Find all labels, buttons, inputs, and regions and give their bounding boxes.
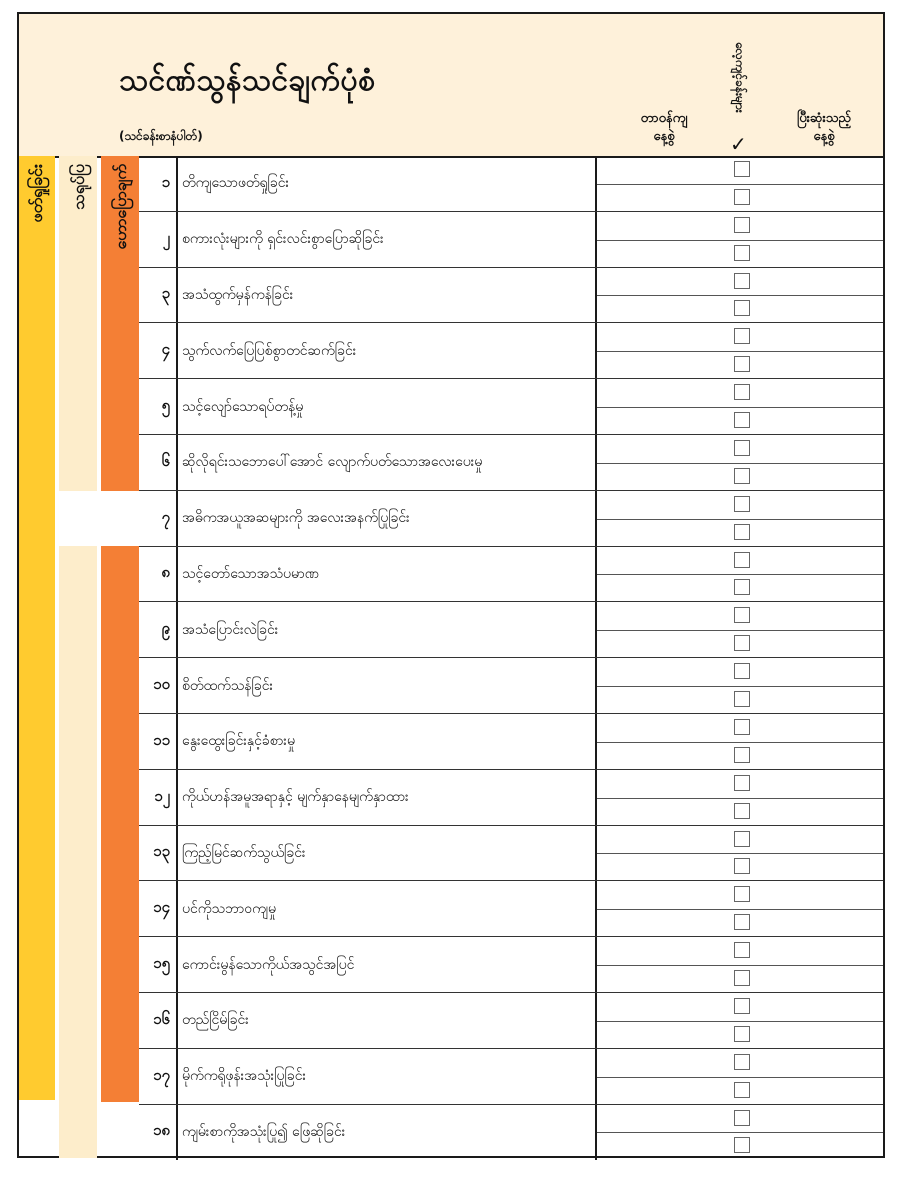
column-completed-date-line2: နေ့စွဲ	[813, 129, 835, 144]
row-half-divider	[597, 853, 883, 854]
exercise-checkbox[interactable]	[734, 245, 750, 261]
exercise-checkbox[interactable]	[734, 356, 750, 372]
criteria-text: နွေးထွေးခြင်းနှင့်ခံစားမှု	[176, 714, 597, 770]
criteria-number: ၁၁	[153, 730, 170, 749]
exercise-checkbox[interactable]	[734, 998, 750, 1014]
criteria-row	[19, 379, 883, 435]
row-half-divider	[597, 742, 883, 743]
criteria-number: ၁၆	[153, 1009, 170, 1028]
criteria-row	[19, 1049, 883, 1105]
row-half-divider	[597, 240, 883, 241]
exercise-checkbox[interactable]	[734, 775, 750, 791]
criteria-text: တည်ငြိမ်ခြင်း	[176, 993, 597, 1049]
criteria-text: စိတ်ထက်သန်ခြင်း	[176, 658, 597, 714]
criteria-row	[19, 602, 883, 658]
exercise-checkbox[interactable]	[734, 579, 750, 595]
criteria-row	[19, 491, 883, 547]
row-half-divider	[597, 463, 883, 464]
exercise-checkbox[interactable]	[734, 189, 750, 205]
exercise-checkbox[interactable]	[734, 858, 750, 874]
form-title: သင်ဏ်သွန်သင်ချက်ပုံစံ	[119, 63, 376, 98]
criteria-row	[19, 993, 883, 1049]
exercise-checkbox[interactable]	[734, 886, 750, 902]
criteria-text: အသံပြောင်းလဲခြင်း	[176, 602, 597, 658]
criteria-row	[19, 547, 883, 603]
criteria-text: တိကျသောဖတ်ရှုခြင်း	[176, 156, 597, 212]
criteria-text: ပင်ကိုသဘာဝကျမှု	[176, 881, 597, 937]
criteria-number: ၁၅	[153, 954, 170, 973]
criteria-number: ၃	[161, 284, 170, 303]
criteria-row	[19, 770, 883, 826]
exercise-checkbox[interactable]	[734, 217, 750, 233]
exercise-checkbox[interactable]	[734, 1082, 750, 1098]
criteria-row	[19, 268, 883, 324]
criteria-row	[19, 714, 883, 770]
exercise-checkbox[interactable]	[734, 607, 750, 623]
criteria-text: ကျမ်းစာကိုအသုံးပြု၍ ဖြေဆိုခြင်း	[176, 1105, 597, 1161]
exercise-checkbox[interactable]	[734, 914, 750, 930]
exercise-checkbox[interactable]	[734, 970, 750, 986]
exercise-checkbox[interactable]	[734, 803, 750, 819]
exercise-checkbox[interactable]	[734, 300, 750, 316]
exercise-checkbox[interactable]	[734, 496, 750, 512]
exercise-checkbox[interactable]	[734, 1137, 750, 1153]
criteria-number: ၁	[161, 172, 170, 191]
exercise-checkbox[interactable]	[734, 1054, 750, 1070]
criteria-text: အဓိကအယူအဆများကို အလေးအနက်ပြုခြင်း	[176, 491, 597, 547]
row-half-divider	[597, 1077, 883, 1078]
category-label-demonstration: သရုပ်ပြ	[69, 164, 88, 210]
criteria-text: ကောင်းမွန်သောကိုယ်အသွင်အပြင်	[176, 937, 597, 993]
criteria-number: ၁၀	[153, 675, 170, 694]
criteria-text: သင့်တော်သောအသံပမာဏ	[176, 547, 597, 603]
row-half-divider	[597, 519, 883, 520]
category-label-lecture: ဟောပြောချက်	[111, 164, 130, 250]
criteria-row	[19, 658, 883, 714]
criteria-text: သွက်လက်ပြေပြစ်စွာတင်ဆက်ခြင်း	[176, 323, 597, 379]
column-completed-date-line1: ပြီးဆုံးသည့်	[797, 111, 851, 126]
exercise-checkbox[interactable]	[734, 384, 750, 400]
column-completed-date	[779, 110, 869, 146]
row-half-divider	[597, 686, 883, 687]
criteria-text: ကိုယ်ဟန်အမူအရာနှင့် မျက်နှာနေမျက်နှာထား	[176, 770, 597, 826]
exercise-checkbox[interactable]	[734, 747, 750, 763]
row-half-divider	[597, 965, 883, 966]
exercise-checkbox[interactable]	[734, 440, 750, 456]
checkmark-icon: ✓	[730, 132, 747, 156]
criteria-number: ၆	[161, 451, 170, 470]
row-half-divider	[597, 1132, 883, 1133]
counsel-form	[17, 12, 885, 1158]
column-planned-date-line2: နေ့စွဲ	[653, 129, 675, 144]
criteria-row	[19, 937, 883, 993]
exercise-checkbox[interactable]	[734, 161, 750, 177]
criteria-number: ၉	[161, 619, 170, 638]
criteria-row	[19, 435, 883, 491]
exercise-checkbox[interactable]	[734, 663, 750, 679]
criteria-number: ၁၂	[154, 786, 170, 805]
criteria-row	[19, 156, 883, 212]
criteria-number: ၁၈	[152, 1121, 170, 1140]
exercise-checkbox[interactable]	[734, 1110, 750, 1126]
criteria-number: ၁၃	[153, 842, 170, 861]
criteria-row	[19, 212, 883, 268]
criteria-text: ကြည့်မြင်ဆက်သွယ်ခြင်း	[176, 826, 597, 882]
criteria-number: ၁၄	[153, 898, 170, 917]
row-half-divider	[597, 909, 883, 910]
criteria-number: ၇	[161, 507, 170, 526]
criteria-row	[19, 323, 883, 379]
criteria-text: ဆိုလိုရင်းသဘောပေါ်အောင် လျောက်ပတ်သောအလေးပေးမှု	[176, 435, 597, 491]
row-half-divider	[597, 351, 883, 352]
exercise-checkbox[interactable]	[734, 273, 750, 289]
criteria-row	[19, 881, 883, 937]
form-header	[19, 14, 883, 158]
column-planned-date-line1: တာဝန်ကျ	[640, 111, 688, 126]
column-exercises-label: လေ့ကျင့်ခန်းများ	[733, 41, 747, 113]
exercise-checkbox[interactable]	[734, 942, 750, 958]
column-planned-date	[619, 110, 709, 146]
exercise-checkbox[interactable]	[734, 412, 750, 428]
lesson-number-label: (သင်ခန်းစာနံပါတ်)	[119, 129, 203, 143]
row-half-divider	[597, 574, 883, 575]
criteria-number: ၁၇	[153, 1065, 170, 1084]
exercise-checkbox[interactable]	[734, 552, 750, 568]
row-half-divider	[597, 295, 883, 296]
exercise-checkbox[interactable]	[734, 1026, 750, 1042]
exercise-checkbox[interactable]	[734, 468, 750, 484]
criteria-text: အသံထွက်မှန်ကန်ခြင်း	[176, 268, 597, 324]
row-half-divider	[597, 798, 883, 799]
exercise-checkbox[interactable]	[734, 691, 750, 707]
criteria-text: သင့်လျော်သောရပ်တန့်မှု	[176, 379, 597, 435]
exercise-checkbox[interactable]	[734, 524, 750, 540]
row-half-divider	[597, 630, 883, 631]
exercise-checkbox[interactable]	[734, 719, 750, 735]
criteria-number: ၅	[161, 396, 170, 415]
row-half-divider	[597, 1021, 883, 1022]
criteria-text: မိုက်ကရိုဖုန်းအသုံးပြုခြင်း	[176, 1049, 597, 1105]
exercise-checkbox[interactable]	[734, 328, 750, 344]
category-label-reading: ဖတ်ရှုခြင်း	[27, 164, 46, 223]
criteria-number: ၂	[162, 228, 170, 247]
row-half-divider	[597, 184, 883, 185]
column-exercises	[719, 22, 759, 132]
exercise-checkbox[interactable]	[734, 635, 750, 651]
row-half-divider	[597, 407, 883, 408]
criteria-number: ၄	[161, 340, 170, 359]
criteria-row	[19, 826, 883, 882]
criteria-row	[19, 1105, 883, 1161]
criteria-text: စကားလုံးများကို ရှင်းလင်းစွာပြောဆိုခြင်း	[176, 212, 597, 268]
criteria-number: ၈	[161, 563, 170, 582]
exercise-checkbox[interactable]	[734, 831, 750, 847]
